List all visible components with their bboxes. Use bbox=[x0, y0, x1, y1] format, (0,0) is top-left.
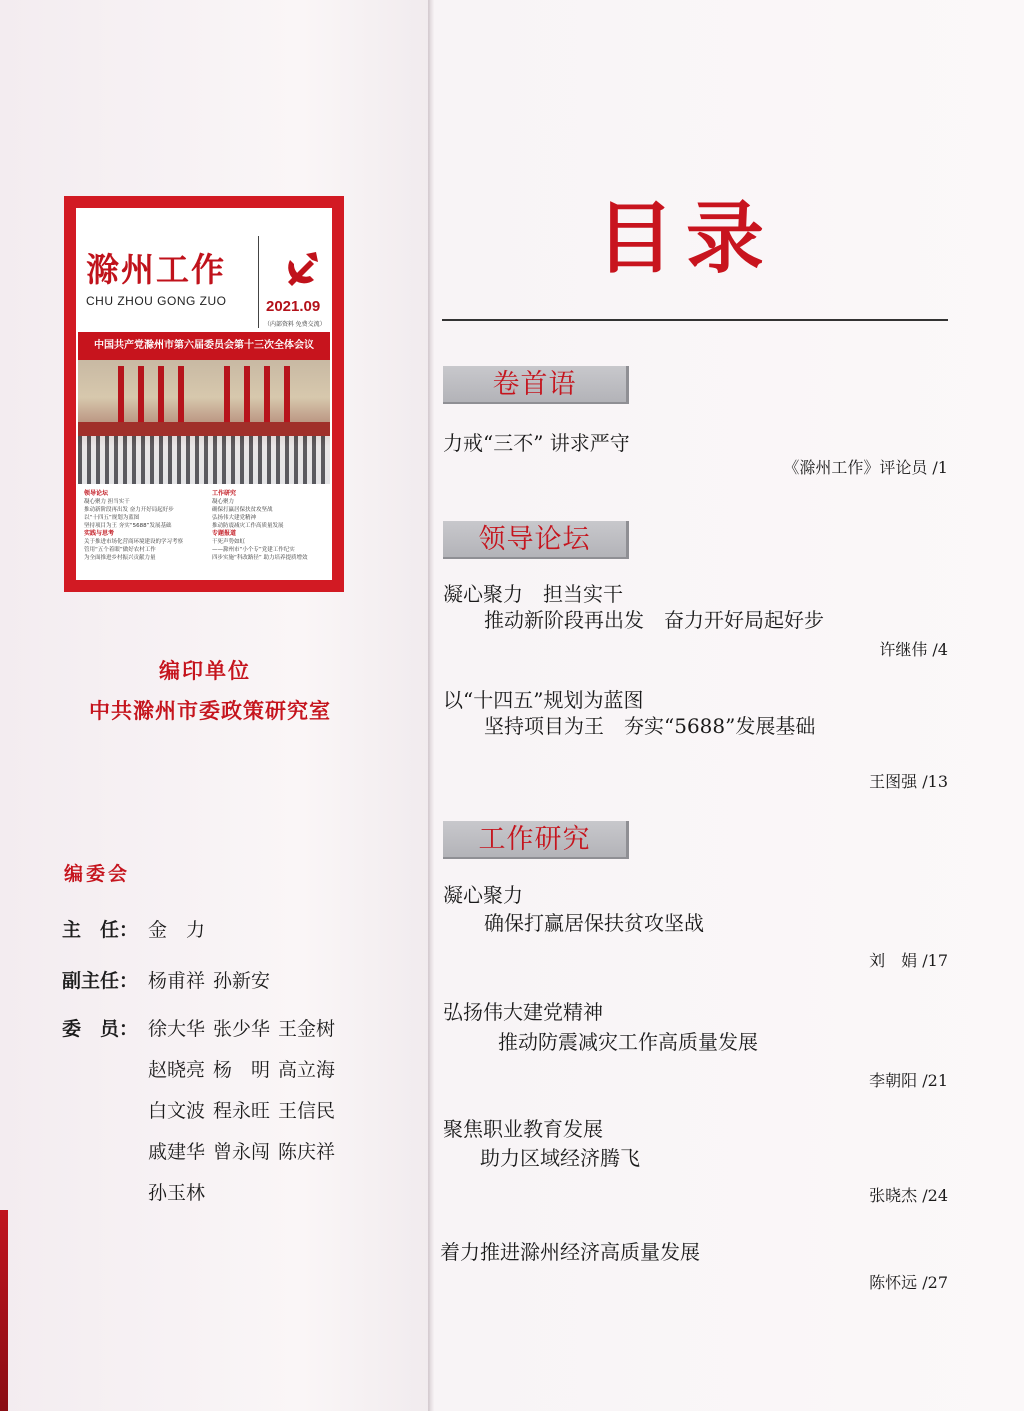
entry-title: 凝心聚力 担当实干 bbox=[443, 582, 623, 606]
cover-contents-item: 推动新阶段再出发 奋力开好局起好步 bbox=[84, 507, 174, 513]
cover-contents-item: 关于推进市场化营商环境建设的学习考察 bbox=[84, 539, 184, 545]
toc-title: 目录 bbox=[596, 194, 777, 284]
cover-contents bbox=[84, 490, 328, 580]
entry-author: 陈怀远 /27 bbox=[869, 1273, 948, 1292]
cover-contents-item: 以“十四五”规划为蓝图 bbox=[84, 515, 140, 521]
cover-contents-item: 管用“五个着眼”做好农村工作 bbox=[84, 547, 156, 553]
board-member: 高立海 bbox=[278, 1059, 336, 1081]
photo-flag bbox=[244, 366, 250, 426]
photo-stage bbox=[78, 422, 330, 436]
cover-note: （内部资料 免费交流） bbox=[264, 322, 326, 328]
cover-contents-heading: 领导论坛 bbox=[84, 490, 109, 497]
cover-contents-item: 凝心聚力 bbox=[212, 499, 235, 505]
cover-pinyin: CHU ZHOU GONG ZUO bbox=[86, 294, 227, 308]
board-row-deputy bbox=[62, 961, 358, 1002]
cover-contents-item: 弘扬伟大建党精神 bbox=[212, 515, 257, 521]
photo-flag bbox=[178, 366, 184, 426]
photo-flag bbox=[158, 366, 164, 426]
cover-inner bbox=[76, 208, 332, 580]
photo-flag bbox=[138, 366, 144, 426]
cover-title: 滁州工作 bbox=[86, 250, 226, 289]
board-names bbox=[148, 910, 358, 951]
entry-title: 以“十四五”规划为蓝图 bbox=[443, 688, 644, 712]
entry-author: 张晓杰 /24 bbox=[869, 1186, 948, 1205]
entry-title: 聚焦职业教育发展 bbox=[443, 1117, 603, 1141]
cover-issue: 2021.09 bbox=[266, 298, 321, 315]
board-member: 曾永闯 bbox=[213, 1141, 271, 1163]
cover-contents-item: 四步实施“科改路径” 助力培养提质增效 bbox=[212, 555, 308, 561]
board-member: 杨 明 bbox=[213, 1059, 271, 1081]
toc-divider bbox=[442, 319, 948, 321]
cover-contents-right bbox=[212, 490, 330, 562]
photo-flag bbox=[118, 366, 124, 426]
board-member: 赵晓亮 bbox=[148, 1059, 206, 1081]
board-member: 孙新安 bbox=[213, 970, 271, 992]
board-member: 白文波 bbox=[148, 1100, 206, 1122]
section-preface: 卷首语 bbox=[443, 366, 629, 404]
board-member: 程永旺 bbox=[213, 1100, 271, 1122]
entry-subtitle: 推动防震减灾工作高质量发展 bbox=[498, 1030, 758, 1054]
board-member: 孙玉林 bbox=[148, 1182, 206, 1204]
photo-flag bbox=[264, 366, 270, 426]
section-leaders-forum: 领导论坛 bbox=[443, 521, 629, 559]
entry-subtitle: 坚持项目为王 夯实“5688”发展基础 bbox=[484, 714, 816, 738]
entry-subtitle: 确保打赢居保扶贫攻坚战 bbox=[484, 911, 704, 935]
entry-title: 着力推进滁州经济高质量发展 bbox=[440, 1240, 700, 1264]
board-role: 委 员： bbox=[62, 1018, 139, 1040]
cover-contents-heading: 专题报道 bbox=[212, 530, 237, 537]
cover-contents-heading: 实践与思考 bbox=[84, 530, 115, 537]
board-member: 王信民 bbox=[278, 1100, 336, 1122]
photo-crowd bbox=[78, 436, 330, 484]
entry-subtitle: 助力区域经济腾飞 bbox=[480, 1146, 640, 1170]
entry-title: 弘扬伟大建党精神 bbox=[443, 1000, 603, 1024]
board-role: 主 任： bbox=[62, 919, 139, 941]
publisher-label: 编印单位 bbox=[159, 659, 251, 683]
board-row-director bbox=[62, 910, 358, 951]
editorial-board-title: 编委会 bbox=[64, 863, 131, 885]
board-names bbox=[148, 961, 358, 1002]
board-names bbox=[148, 1009, 358, 1214]
publisher-name: 中共滁州市委政策研究室 bbox=[89, 699, 331, 723]
entry-author: 《滁州工作》评论员 /1 bbox=[783, 458, 948, 477]
cover-contents-item: 干死声势如虹 bbox=[212, 539, 246, 545]
entry-author: 李朝阳 /21 bbox=[869, 1071, 948, 1090]
entry-author: 刘 娟 /17 bbox=[869, 951, 948, 970]
photo-flag bbox=[284, 366, 290, 426]
board-role: 副主任： bbox=[62, 970, 139, 992]
entry-title: 凝心聚力 bbox=[443, 883, 523, 907]
cover-banner: 中国共产党滁州市第六届委员会第十三次全体会议 bbox=[78, 332, 330, 360]
board-member: 杨甫祥 bbox=[148, 970, 206, 992]
cover-contents-item: 凝心聚力 担当实干 bbox=[84, 499, 130, 505]
cover-divider bbox=[258, 236, 259, 328]
cover-contents-item: 推动防震减灾工作高质量发展 bbox=[212, 523, 284, 529]
board-member: 戚建华 bbox=[148, 1141, 206, 1163]
cover-contents-heading: 工作研究 bbox=[212, 490, 237, 497]
cover-thumbnail bbox=[64, 196, 344, 592]
cover-contents-left bbox=[84, 490, 202, 562]
section-work-research: 工作研究 bbox=[443, 821, 629, 859]
cover-edge bbox=[0, 1210, 8, 1411]
photo-flag bbox=[224, 366, 230, 426]
board-member: 陈庆祥 bbox=[278, 1141, 336, 1163]
board-member: 王金树 bbox=[278, 1018, 336, 1040]
party-emblem-icon bbox=[280, 248, 322, 290]
entry-title: 力戒“三不” 讲求严守 bbox=[443, 431, 630, 455]
cover-contents-item: 坚持项目为王 夯实“5688”发展基础 bbox=[84, 523, 172, 529]
cover-contents-item: ——滁州市“小个专”党建工作纪实 bbox=[212, 547, 295, 553]
cover-contents-item: 为全面推进乡村振兴贡献力量 bbox=[84, 555, 156, 561]
cover-photo bbox=[78, 360, 330, 484]
entry-subtitle: 推动新阶段再出发 奋力开好局起好步 bbox=[484, 608, 824, 632]
board-member: 徐大华 bbox=[148, 1018, 206, 1040]
cover-contents-item: 确保打赢居保扶贫攻坚战 bbox=[212, 507, 273, 513]
board-member: 张少华 bbox=[213, 1018, 271, 1040]
entry-author: 王图强 /13 bbox=[869, 772, 948, 791]
entry-author: 许继伟 /4 bbox=[879, 640, 948, 659]
board-row-members bbox=[62, 1009, 358, 1214]
board-member: 金 力 bbox=[148, 919, 206, 941]
